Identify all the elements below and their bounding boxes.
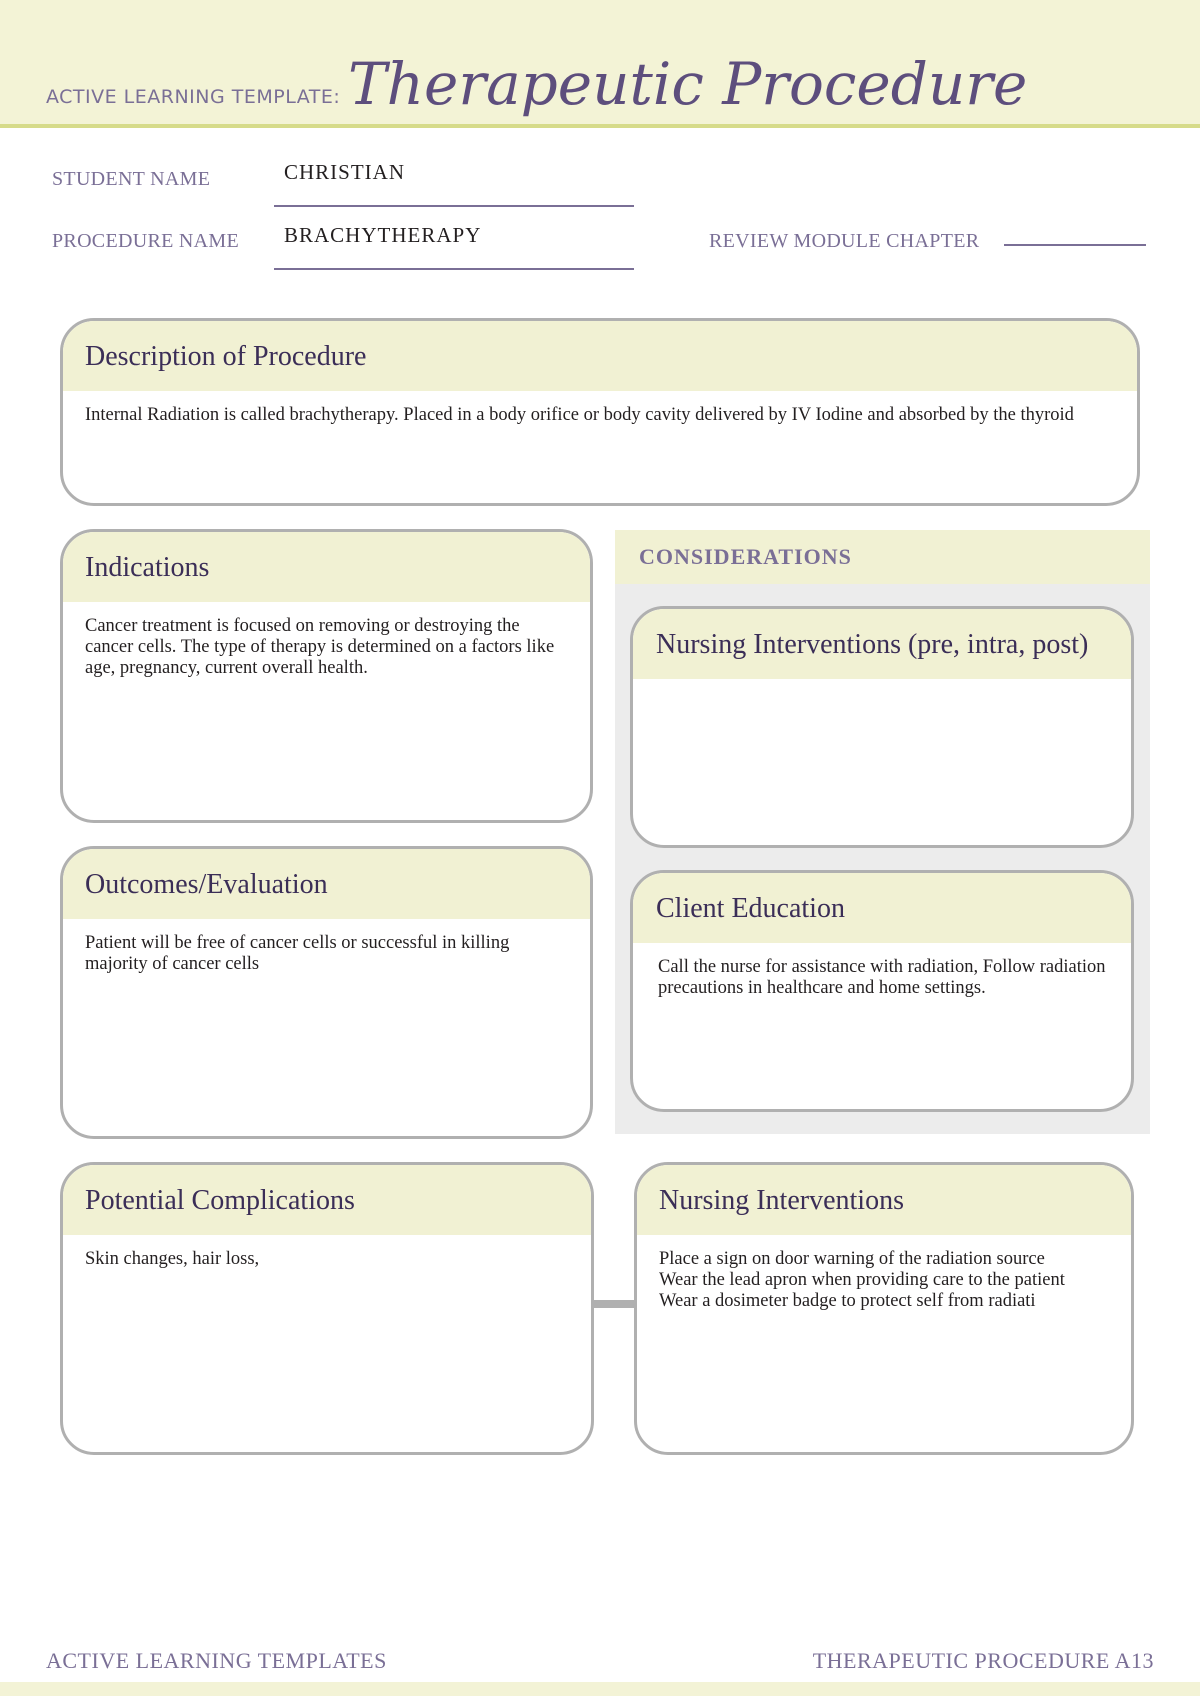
review-module-label: REVIEW MODULE CHAPTER <box>709 230 980 252</box>
nursing-pre-intra-post-heading: Nursing Interventions (pre, intra, post) <box>633 609 1131 679</box>
nursing-interventions-heading: Nursing Interventions <box>637 1165 1131 1235</box>
student-name-field[interactable]: CHRISTIAN <box>284 160 406 184</box>
complications-box <box>60 1162 594 1455</box>
complications-connector <box>592 1300 636 1308</box>
student-name-label: STUDENT NAME <box>52 168 211 190</box>
student-name-underline <box>274 205 634 207</box>
nursing-interventions-text[interactable]: Place a sign on door warning of the radiation source Wear the lead apron when providing care to the patient Wear a dosimeter badge to protect self from radiati <box>659 1249 1065 1311</box>
description-heading: Description of Procedure <box>63 321 1137 391</box>
footer-left: ACTIVE LEARNING TEMPLATES <box>46 1648 387 1673</box>
procedure-name-label: PROCEDURE NAME <box>52 230 239 252</box>
complications-text[interactable]: Skin changes, hair loss, <box>85 1249 260 1269</box>
indications-box <box>60 529 593 823</box>
description-text[interactable]: Internal Radiation is called brachytherapy. Placed in a body orifice or body cavity delivered by IV Iodine and absorbed by the thyroid <box>85 405 1074 425</box>
nursing-interventions-box <box>634 1162 1134 1455</box>
nursing-pre-intra-post-box <box>630 606 1134 848</box>
procedure-name-field[interactable]: BRACHYTHERAPY <box>284 223 482 247</box>
footer-right: THERAPEUTIC PROCEDURE A13 <box>812 1648 1154 1673</box>
template-label: ACTIVE LEARNING TEMPLATE: <box>46 86 341 108</box>
outcomes-text[interactable]: Patient will be free of cancer cells or successful in killing majority of cancer cells <box>85 933 510 974</box>
procedure-name-underline <box>274 268 634 270</box>
complications-heading: Potential Complications <box>63 1165 591 1235</box>
nursing-pre-intra-post-text[interactable] <box>633 679 1131 693</box>
client-education-box <box>630 870 1134 1112</box>
review-module-underline <box>1004 244 1146 246</box>
considerations-heading: CONSIDERATIONS <box>615 530 1150 584</box>
outcomes-box <box>60 846 593 1139</box>
client-education-text[interactable]: Call the nurse for assistance with radiation, Follow radiation precautions in healthcare and home settings. <box>658 957 1106 998</box>
description-box <box>60 318 1140 506</box>
page-title: Therapeutic Procedure <box>348 50 1028 118</box>
footer-band <box>0 1682 1200 1696</box>
indications-heading: Indications <box>63 532 590 602</box>
client-education-heading: Client Education <box>633 873 1131 943</box>
outcomes-heading: Outcomes/Evaluation <box>63 849 590 919</box>
indications-text[interactable]: Cancer treatment is focused on removing or destroying the cancer cells. The type of therapy is determined on a factors like age, pregnancy, current overall health. <box>85 616 555 678</box>
